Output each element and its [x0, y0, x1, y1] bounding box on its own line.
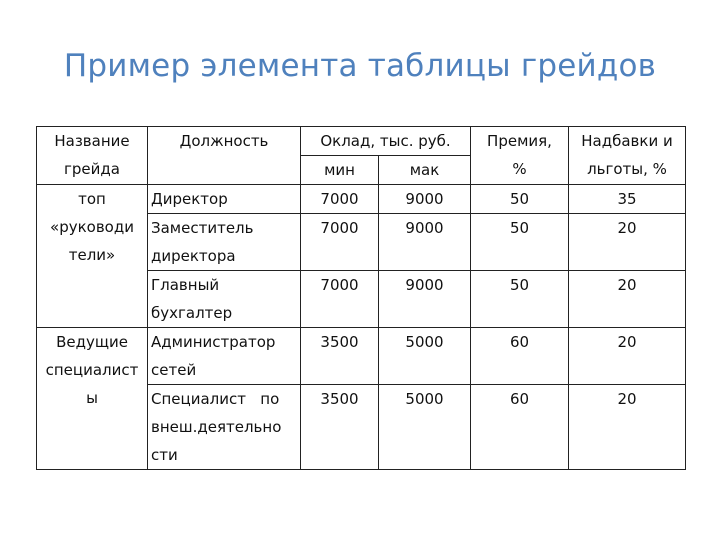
header-bonus-line1: Премия,	[487, 132, 552, 150]
salary-max-cell: 9000	[379, 214, 471, 271]
header-grade-name	[37, 127, 148, 185]
header-salary-min: мин	[301, 156, 379, 185]
grade-line: «руководи	[50, 218, 134, 236]
bonus-cell: 50	[471, 214, 569, 271]
bonus-cell: 50	[471, 185, 569, 214]
salary-min-cell: 7000	[301, 214, 379, 271]
position-line: Главный	[151, 276, 220, 294]
grade-line: топ	[78, 190, 106, 208]
grade-line: ы	[86, 389, 98, 407]
benefits-cell: 20	[569, 385, 686, 470]
header-row	[37, 127, 686, 156]
header-salary: Оклад, тыс. руб.	[301, 127, 471, 156]
position-cell	[148, 214, 301, 271]
salary-min-cell: 3500	[301, 328, 379, 385]
salary-max-cell: 5000	[379, 328, 471, 385]
benefits-cell: 35	[569, 185, 686, 214]
bonus-cell: 60	[471, 385, 569, 470]
salary-min-cell: 7000	[301, 271, 379, 328]
benefits-cell: 20	[569, 328, 686, 385]
grade-line: специалист	[45, 361, 139, 379]
grade-cell	[37, 185, 148, 328]
position-line: Специалист по	[151, 390, 280, 408]
header-benefits	[569, 127, 686, 185]
grade-line: тели»	[68, 246, 116, 264]
header-position: Должность	[148, 127, 301, 185]
position-line: Директор	[151, 190, 228, 208]
salary-max-cell: 9000	[379, 185, 471, 214]
position-cell	[148, 328, 301, 385]
benefits-cell: 20	[569, 214, 686, 271]
position-cell	[148, 185, 301, 214]
salary-max-cell: 5000	[379, 385, 471, 470]
grade-cell	[37, 328, 148, 470]
position-line: директора	[151, 247, 236, 265]
table-row	[37, 185, 686, 214]
salary-min-cell: 3500	[301, 385, 379, 470]
salary-min-cell: 7000	[301, 185, 379, 214]
grades-table	[36, 126, 686, 470]
header-bonus	[471, 127, 569, 185]
grade-line: Ведущие	[56, 333, 128, 351]
benefits-cell: 20	[569, 271, 686, 328]
position-line: Заместитель	[151, 219, 254, 237]
bonus-cell: 50	[471, 271, 569, 328]
position-line: внеш.деятельно	[151, 418, 282, 436]
position-line: сти	[151, 446, 178, 464]
bonus-cell: 60	[471, 328, 569, 385]
position-line: сетей	[151, 361, 197, 379]
position-line: бухгалтер	[151, 304, 233, 322]
header-bonus-line2: %	[512, 160, 527, 178]
header-grade-name-line1: Название	[54, 132, 130, 150]
salary-max-cell: 9000	[379, 271, 471, 328]
slide-title: Пример элемента таблицы грейдов	[63, 48, 657, 84]
header-salary-max: мак	[379, 156, 471, 185]
position-cell	[148, 271, 301, 328]
header-benefits-line1: Надбавки и	[581, 132, 673, 150]
header-benefits-line2: льготы, %	[587, 160, 667, 178]
header-grade-name-line2: грейда	[64, 160, 120, 178]
position-line: Администратор	[151, 333, 276, 351]
position-cell	[148, 385, 301, 470]
